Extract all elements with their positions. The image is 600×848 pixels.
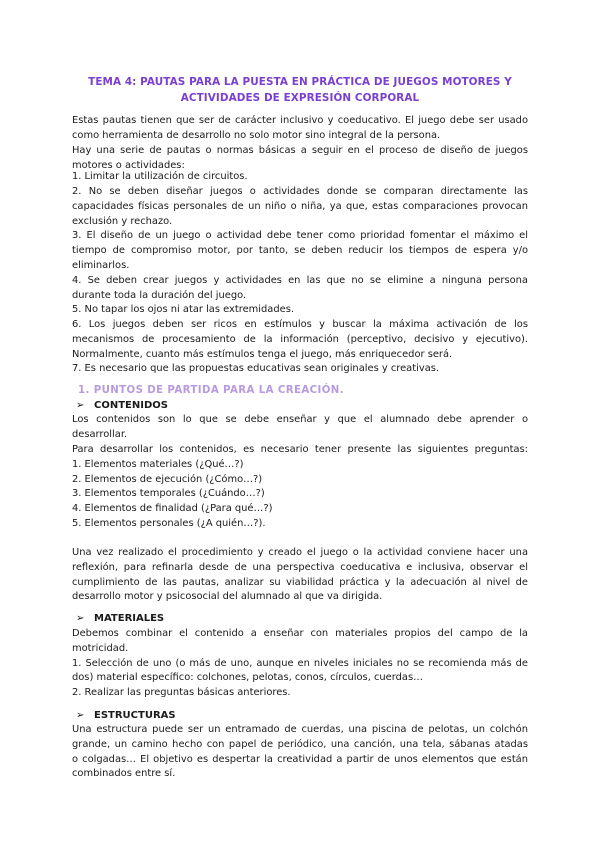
intro-line: mecanismos de procesamiento de la información (perceptivo, decisivo y ejecutivo). bbox=[72, 334, 528, 345]
intro-line: exclusión y rechazo. bbox=[72, 216, 173, 227]
reflexion-line: desarrollo motor y psicosocial del alumnado al que va dirigida. bbox=[72, 591, 383, 602]
intro-line: Normalmente, cuanto más estímulos tenga el juego, más enriquecedor será. bbox=[72, 349, 453, 360]
arrow-bullet-icon: ➢ bbox=[76, 613, 85, 624]
contenidos-line: Los contenidos son lo que se debe enseñar y que el alumnado debe aprender o bbox=[72, 414, 528, 425]
intro-line: Hay una serie de pautas o normas básicas a seguir en el proceso de diseño de juegos bbox=[72, 145, 528, 156]
document-title bbox=[72, 74, 528, 106]
arrow-bullet-icon: ➢ bbox=[76, 400, 85, 411]
title-line-2: ACTIVIDADES DE EXPRESIÓN CORPORAL bbox=[180, 92, 420, 104]
subheading-materiales bbox=[76, 611, 164, 626]
subheading-estructuras bbox=[76, 708, 176, 723]
contenidos-line: desarrollar. bbox=[72, 429, 128, 440]
intro-line: Estas pautas tienen que ser de carácter inclusivo y coeducativo. El juego debe ser usado bbox=[72, 115, 528, 126]
title-line-1: TEMA 4: PAUTAS PARA LA PUESTA EN PRÁCTICA DE JUEGOS MOTORES Y bbox=[88, 76, 512, 88]
list-item: 4. Se deben crear juegos y actividades en las que no se elimine a ninguna persona bbox=[72, 275, 528, 286]
materiales-line: Debemos combinar el contenido a enseñar con materiales propios del campo de la bbox=[72, 628, 528, 639]
intro-line: como herramienta de desarrollo no solo motor sino integral de la persona. bbox=[72, 130, 441, 141]
estructuras-line: o colgadas… El objetivo es despertar la creatividad a partir de unos elementos que están bbox=[72, 754, 528, 765]
list-item: 1. Selección de uno (o más de uno, aunque en niveles iniciales no se recomienda más de bbox=[72, 658, 528, 669]
reflexion-line: cumplimiento de las pautas, analizar su viabilidad práctica y la adecuación al nivel de bbox=[72, 577, 528, 588]
reflexion-line: Una vez realizado el procedimiento y creado el juego o la actividad conviene hacer una bbox=[72, 547, 528, 558]
list-item: 7. Es necesario que las propuestas educativas sean originales y creativas. bbox=[72, 363, 440, 374]
intro-line: tiempo de compromiso motor, por tanto, se deben reducir los tiempos de espera y/o bbox=[72, 245, 528, 256]
list-item: 1. Elementos materiales (¿Qué…?) bbox=[72, 459, 244, 470]
intro-line: durante toda la duración del juego. bbox=[72, 290, 247, 301]
list-item: 4. Elementos de finalidad (¿Para qué…?) bbox=[72, 503, 273, 514]
intro-line: eliminarlos. bbox=[72, 260, 130, 271]
estructuras-line: grande, un camino hecho con papel de periódico, una canción, una tela, sábanas atadas bbox=[72, 739, 528, 750]
list-item: 5. Elementos personales (¿A quién…?). bbox=[72, 518, 266, 529]
arrow-bullet-icon: ➢ bbox=[76, 710, 85, 721]
materiales-line: dos) material específico: colchones, pelotas, conos, círculos, cuerdas… bbox=[72, 672, 423, 683]
reflexion-line: reflexión, para refinarla desde de una perspectiva coeducativa e inclusiva, observar el bbox=[72, 562, 528, 573]
estructuras-line: combinados entre sí. bbox=[72, 768, 176, 779]
list-item: 6. Los juegos deben ser ricos en estímulos y buscar la máxima activación de los bbox=[72, 319, 528, 330]
list-item: 3. Elementos temporales (¿Cuándo…?) bbox=[72, 488, 265, 499]
list-item: 2. No se deben diseñar juegos o actividades donde se comparan directamente las bbox=[72, 186, 528, 197]
intro-line: capacidades físicas personales de un niño o niña, ya que, estas comparaciones provocan bbox=[72, 201, 528, 212]
list-item: 2. Elementos de ejecución (¿Cómo…?) bbox=[72, 474, 263, 485]
list-item: 2. Realizar las preguntas básicas anteriores. bbox=[72, 687, 291, 698]
subheading-label: MATERIALES bbox=[94, 613, 165, 624]
subheading-contenidos bbox=[76, 398, 168, 413]
section-heading: 1. PUNTOS DE PARTIDA PARA LA CREACIÓN. bbox=[78, 385, 344, 396]
list-item: 5. No tapar los ojos ni atar las extremidades. bbox=[72, 304, 294, 315]
materiales-line: motricidad. bbox=[72, 643, 129, 654]
subheading-label: CONTENIDOS bbox=[94, 400, 168, 411]
subheading-label: ESTRUCTURAS bbox=[94, 710, 176, 721]
estructuras-line: Una estructura puede ser un entramado de cuerdas, una piscina de pelotas, un colchón bbox=[72, 724, 528, 735]
list-item: 3. El diseño de un juego o actividad debe tener como prioridad fomentar el máximo el bbox=[72, 230, 528, 241]
intro-line: motores o actividades: bbox=[72, 160, 185, 171]
list-item: 1. Limitar la utilización de circuitos. bbox=[72, 171, 248, 182]
contenidos-line: Para desarrollar los contenidos, es necesario tener presente las siguientes preguntas: bbox=[72, 444, 528, 455]
